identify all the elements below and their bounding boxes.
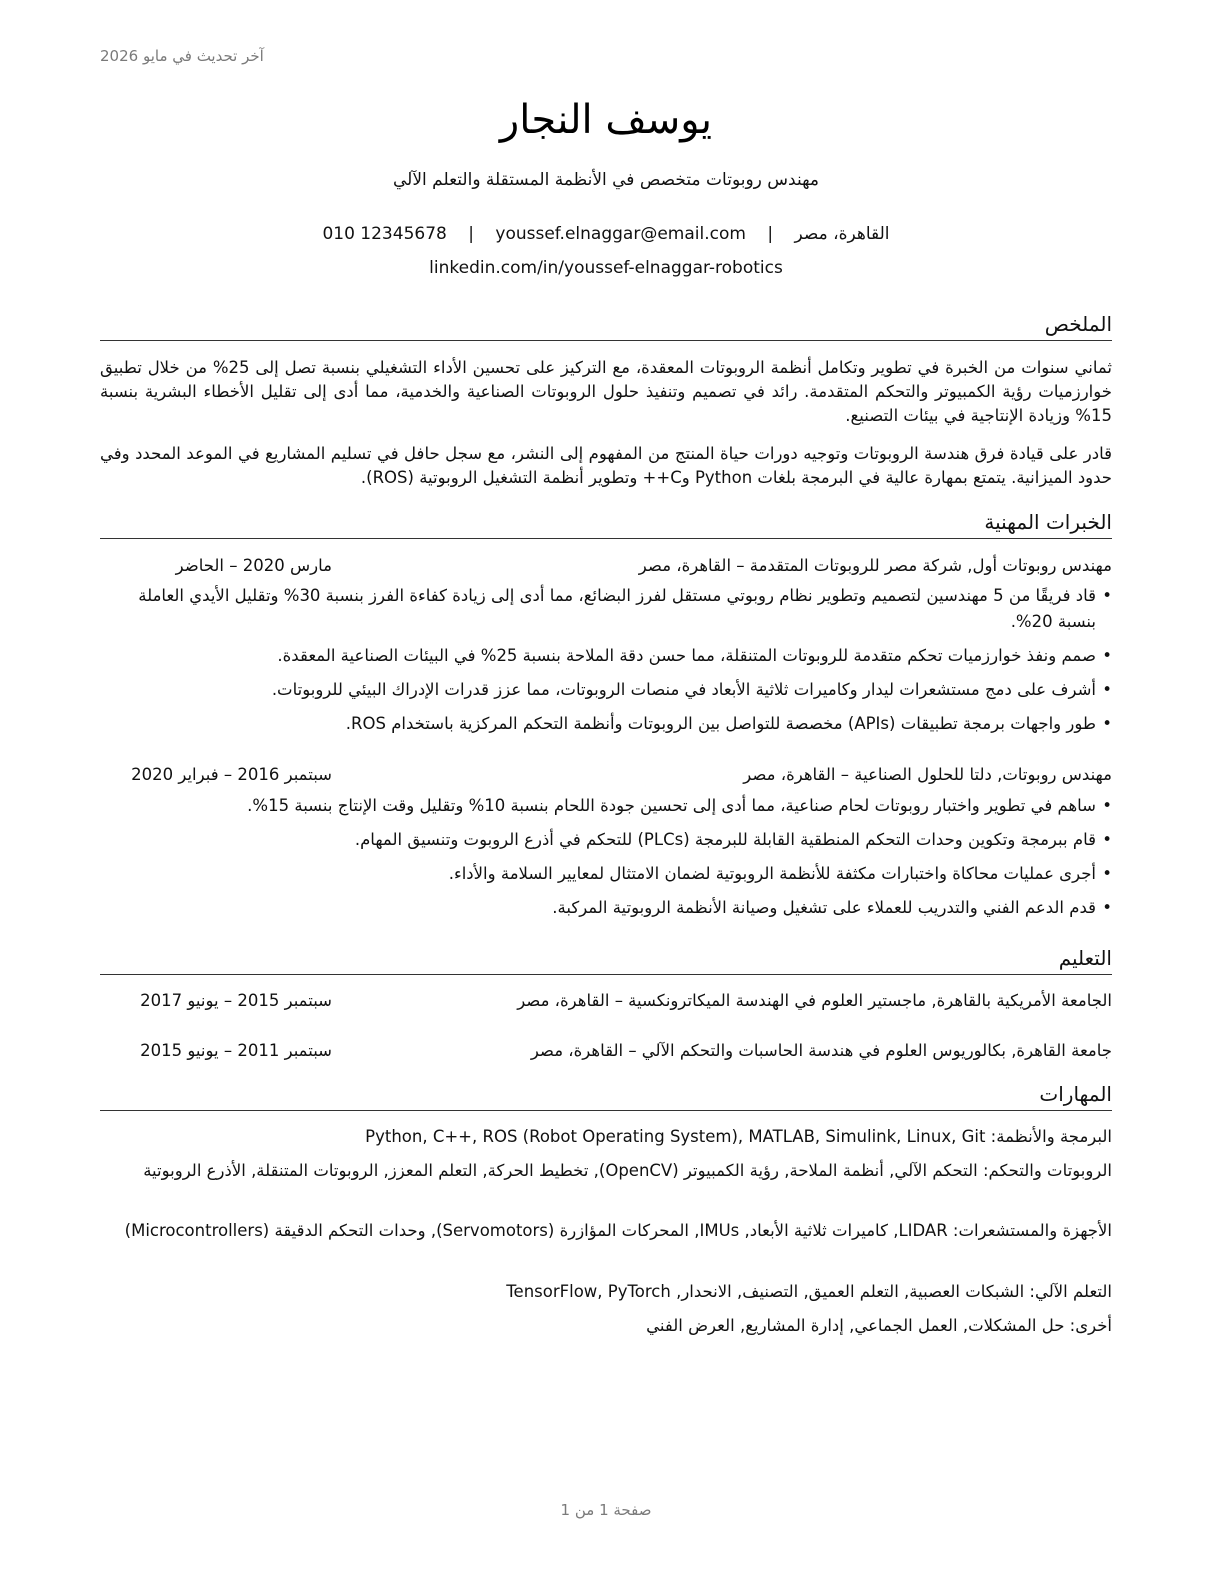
contact-linkedin[interactable]: linkedin.com/in/youssef-elnaggar-robotics [429, 258, 783, 278]
list-item: • أشرف على دمج مستشعرات ليدار وكاميرات ثلاثية الأبعاد في منصات الروبوتات، مما عزز قدرات الإدراك البيئي للروبوتات. [100, 677, 1112, 703]
education-date: سبتمبر 2015 – يونيو 2017 [140, 991, 332, 1010]
job-bullets [100, 793, 1112, 929]
skill-line: أخرى: حل المشكلات, العمل الجماعي, إدارة المشاريع, العرض الفني [646, 1316, 1112, 1335]
job-date: مارس 2020 – الحاضر [175, 556, 332, 575]
education-title: الجامعة الأمريكية بالقاهرة, ماجستير العلوم في الهندسة الميكاترونكسية – القاهرة، مصر [517, 991, 1112, 1010]
job-date: سبتمبر 2016 – فبراير 2020 [131, 765, 332, 784]
job-title: مهندس روبوتات, دلتا للحلول الصناعية – القاهرة، مصر [743, 765, 1112, 784]
contact-separator: | [767, 224, 774, 244]
list-item: • طور واجهات برمجة تطبيقات (APIs) مخصصة للتواصل بين الروبوتات وأنظمة التحكم المركزية باستخدام ROS. [100, 711, 1112, 737]
list-item: • أجرى عمليات محاكاة واختبارات مكثفة للأنظمة الروبوتية لضمان الامتثال لمعايير السلامة والأداء. [100, 861, 1112, 887]
summary-paragraph: ثماني سنوات من الخبرة في تطوير وتكامل أنظمة الروبوتات المعقدة، مع التركيز على تحسين الأداء التشغيلي بنسبة تصل إلى 25% من خلال تطبيق خوارزميات رؤية الكمبيوتر والتحكم المتقدمة. رائد في تصميم وتنفيذ حلول الروبوتات الصناعية والخدمية، مما أدى إلى تقليل الأخطاء البشرية بنسبة 15% وزيادة الإنتاجية في بيئات التصنيع. [100, 358, 1112, 425]
list-item: • ساهم في تطوير واختبار روبوتات لحام صناعية، مما أدى إلى تحسين جودة اللحام بنسبة 10% وتقليل وقت الإنتاج بنسبة 15%. [100, 793, 1112, 819]
list-item: • صمم ونفذ خوارزميات تحكم متقدمة للروبوتات المتنقلة، مما حسن دقة الملاحة بنسبة 25% في البيئات الصناعية المعقدة. [100, 643, 1112, 669]
education-date: سبتمبر 2011 – يونيو 2015 [140, 1041, 332, 1060]
section-title-skills: المهارات [100, 1080, 1112, 1111]
last-updated: آخر تحديث في مايو 2026 [100, 47, 264, 65]
contact-email[interactable]: youssef.elnaggar@email.com [495, 224, 746, 244]
list-item: • قاد فريقًا من 5 مهندسين لتصميم وتطوير نظام روبوتي مستقل لفرز البضائع، مما أدى إلى زيادة كفاءة الفرز بنسبة 30% وتقليل الأيدي العاملة بنسبة 20%. [100, 583, 1112, 635]
contact-phone: 010 12345678 [322, 224, 447, 244]
contact-line [100, 224, 1112, 244]
skill-line: الأجهزة والمستشعرات: LIDAR, كاميرات ثلاثية الأبعاد, IMUs, المحركات المؤازرة (Servomotors), وحدات التحكم الدقيقة (Microcontrollers) [124, 1221, 1112, 1240]
job-title: مهندس روبوتات أول, شركة مصر للروبوتات المتقدمة – القاهرة، مصر [638, 556, 1112, 575]
section-title-education: التعليم [100, 944, 1112, 975]
section-title-experience: الخبرات المهنية [100, 508, 1112, 539]
contact-separator: | [468, 224, 474, 244]
page-number: صفحة 1 من 1 [560, 1501, 652, 1519]
skill-line: البرمجة والأنظمة: Python, C++, ROS (Robot Operating System), MATLAB, Simulink, Linux, Git [365, 1127, 1112, 1146]
summary-paragraph: قادر على قيادة فرق هندسة الروبوتات وتوجيه دورات حياة المنتج من المفهوم إلى النشر، مع سجل حافل في تسليم المشاريع في الموعد المحدد وفي حدود الميزانية. يتمتع بمهارة عالية في البرمجة بلغات Python وC++ وتطوير أنظمة التشغيل الروبوتية (ROS). [100, 444, 1112, 487]
list-item: • قدم الدعم الفني والتدريب للعملاء على تشغيل وصيانة الأنظمة الروبوتية المركبة. [100, 895, 1112, 921]
resume-page [100, 0, 1112, 1584]
contact-location: القاهرة، مصر [794, 224, 890, 244]
candidate-subtitle: مهندس روبوتات متخصص في الأنظمة المستقلة والتعلم الآلي [392, 170, 820, 190]
skill-line: التعلم الآلي: الشبكات العصبية, التعلم العميق, التصنيف, الانحدار, TensorFlow, PyTorch [506, 1282, 1112, 1301]
job-bullets [100, 583, 1112, 745]
section-title-summary: الملخص [100, 310, 1112, 341]
list-item: • قام ببرمجة وتكوين وحدات التحكم المنطقية القابلة للبرمجة (PLCs) للتحكم في أذرع الروبوت وتنسيق المهام. [100, 827, 1112, 853]
education-title: جامعة القاهرة, بكالوريوس العلوم في هندسة الحاسبات والتحكم الآلي – القاهرة، مصر [530, 1041, 1112, 1060]
skill-line: الروبوتات والتحكم: التحكم الآلي, أنظمة الملاحة, رؤية الكمبيوتر (OpenCV), تخطيط الحركة, التعلم المعزز, الروبوتات المتنقلة, الأذرع الروبوتية [143, 1161, 1112, 1180]
candidate-name: يوسف النجار [499, 97, 713, 143]
